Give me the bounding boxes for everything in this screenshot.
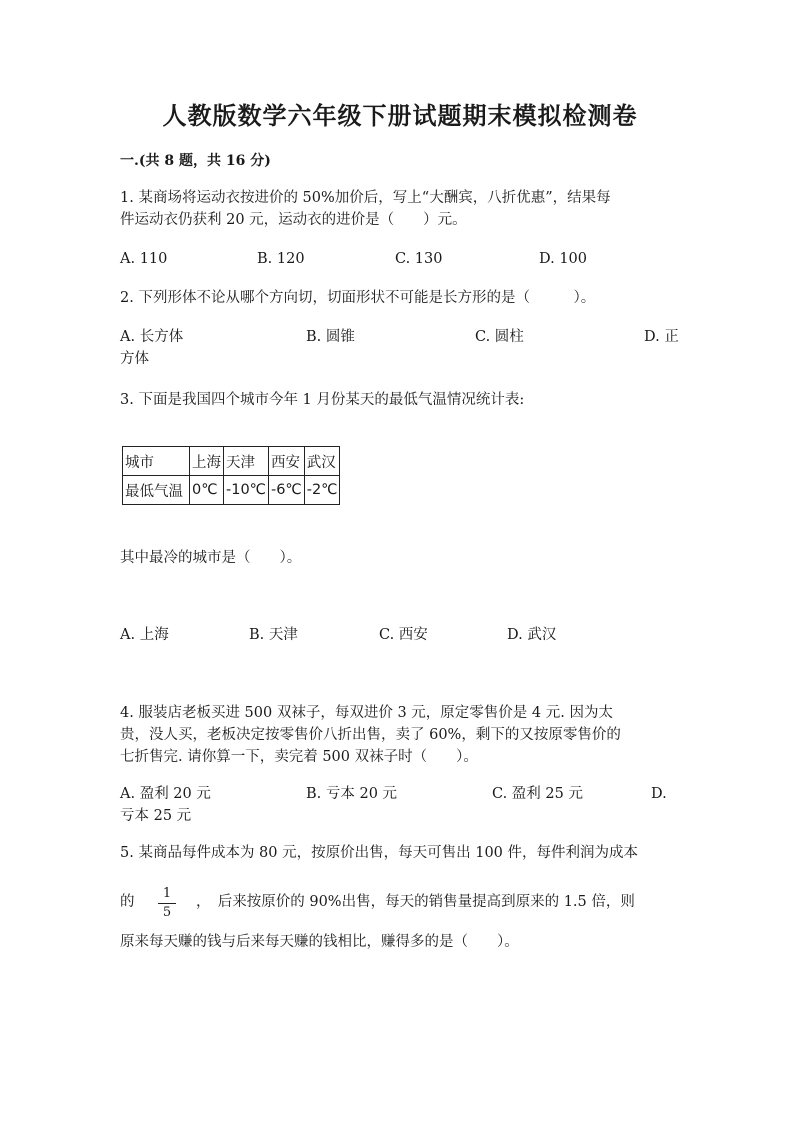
question-5-line-1: 5. 某商品每件成本为 80 元，按原价出售，每天可售出 100 件，每件利润为成本 [120,845,639,861]
fraction-numerator: 1 [162,886,172,901]
table-cell: 最低气温 [123,476,190,505]
q4-option-a[interactable]: A. 盈利 20 元 [120,786,211,802]
q2-option-d[interactable]: D. 正 [644,329,679,345]
fraction-bar [158,903,176,904]
q3-option-d[interactable]: D. 武汉 [507,627,557,643]
q3-option-c[interactable]: C. 西安 [379,627,428,643]
table-cell: 上海 [190,447,224,476]
section-heading: 一.(共 8 题，共 16 分) [120,153,271,169]
table-row [123,476,340,505]
question-3: 3. 下面是我国四个城市今年 1 月份某天的最低气温情况统计表: [120,392,525,408]
q3-option-b[interactable]: B. 天津 [249,627,298,643]
temperature-table [122,446,340,505]
question-1-line-2: 件运动衣仍获利 20 元，运动衣的进价是（ ）元。 [120,212,467,228]
q3-option-a[interactable]: A. 上海 [120,627,169,643]
q2-option-c[interactable]: C. 圆柱 [475,329,524,345]
page-title: 人教版数学六年级下册试题期末模拟检测卷 [162,102,638,130]
table-cell: 城市 [123,447,190,476]
table-cell: -2℃ [304,476,340,505]
q2-option-d-wrap: 方体 [120,351,149,367]
table-cell: 天津 [224,447,269,476]
q2-option-a[interactable]: A. 长方体 [120,329,184,345]
question-5-pre: 的 [120,894,135,910]
question-4-line-3: 七折售完. 请你算一下，卖完着 500 双袜子时（ ）。 [120,749,478,765]
table-cell: -6℃ [268,476,304,505]
q4-option-b[interactable]: B. 亏本 20 元 [306,786,398,802]
table-cell: 0℃ [190,476,224,505]
fraction-one-fifth [158,887,176,920]
question-4 [120,702,680,768]
q4-option-c[interactable]: C. 盈利 25 元 [492,786,583,802]
question-5-line-2: ， 后来按原价的 90%出售，每天的销售量提高到原来的 1.5 倍，则 [196,894,635,910]
table-row [123,447,340,476]
q2-option-b[interactable]: B. 圆锥 [306,329,355,345]
q4-option-d-wrap: 亏本 25 元 [120,808,192,824]
table-cell: -10℃ [224,476,269,505]
question-5-line-3: 原来每天赚的钱与后来每天赚的钱相比，赚得多的是（ ）。 [120,934,519,950]
q1-option-c[interactable]: C. 130 [395,251,443,267]
table-cell: 武汉 [304,447,340,476]
table-cell: 西安 [268,447,304,476]
question-1-line-1: 1. 某商场将运动衣按进价的 50%加价后，写上“大酬宾，八折优惠”，结果每 [120,190,611,206]
q1-option-a[interactable]: A. 110 [120,251,168,267]
question-1 [120,187,680,231]
question-2: 2. 下列形体不论从哪个方向切，切面形状不可能是长方形的是（ ）。 [120,290,596,306]
q1-option-d[interactable]: D. 100 [539,251,588,267]
question-4-line-1: 4. 服装店老板买进 500 双袜子，每双进价 3 元，原定零售价是 4 元. 因为太 [120,705,613,721]
fraction-denominator: 5 [162,905,172,920]
question-3-prompt: 其中最冷的城市是（ ）。 [120,550,302,566]
question-4-line-2: 贵，没人买，老板决定按零售价八折出售，卖了 60%，剩下的又按原零售价的 [120,727,621,743]
q4-option-d[interactable]: D. [651,786,667,802]
q1-option-b[interactable]: B. 120 [257,251,305,267]
